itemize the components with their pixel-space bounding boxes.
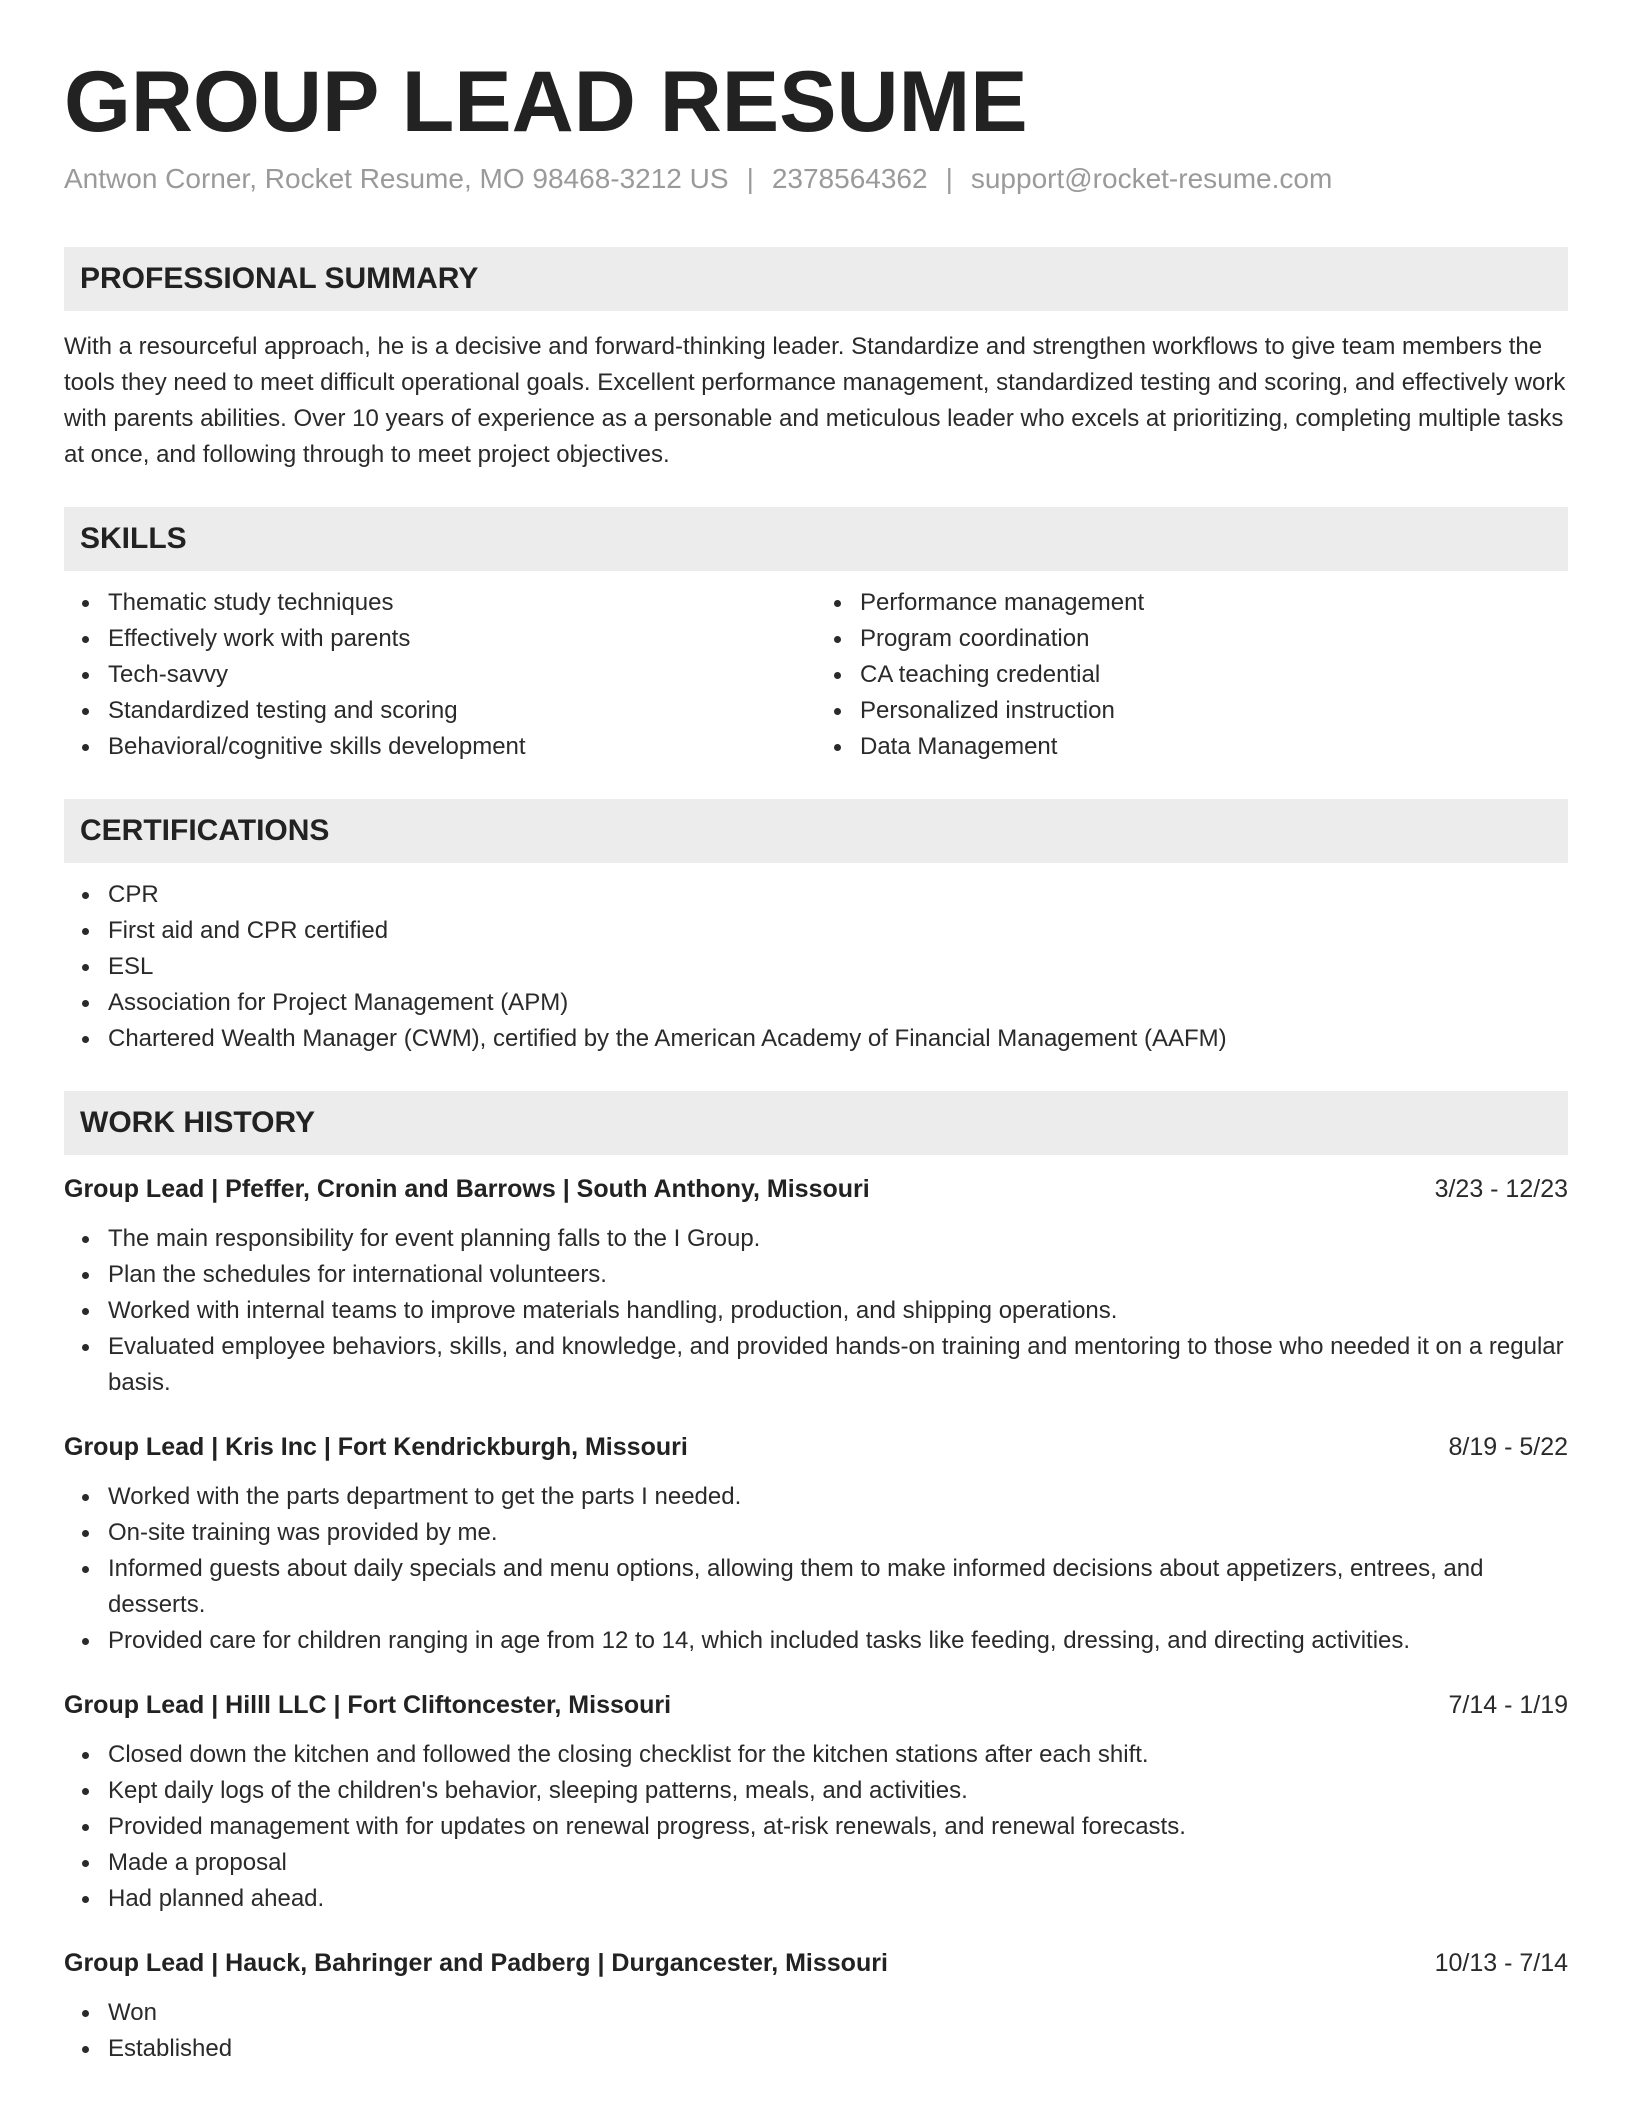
certification-item: First aid and CPR certified	[108, 913, 1568, 949]
job-bullet: Plan the schedules for international volunteers.	[108, 1257, 1568, 1293]
resume-title: GROUP LEAD RESUME	[64, 54, 1028, 150]
job-dates: 8/19 - 5/22	[1448, 1432, 1568, 1461]
certification-item: Association for Project Management (APM)	[108, 985, 1568, 1021]
job-entry	[64, 1171, 1568, 1401]
skill-item: Effectively work with parents	[108, 621, 816, 657]
contact-separator: |	[945, 162, 953, 194]
job-bullet: Provided management with for updates on renewal progress, at-risk renewals, and renewal forecasts.	[108, 1809, 1568, 1845]
skill-item: Tech-savvy	[108, 657, 816, 693]
certifications-list	[64, 877, 1568, 1057]
section-heading-skills: SKILLS	[64, 507, 1568, 571]
skills-list-left	[64, 585, 816, 765]
job-bullets	[64, 1221, 1568, 1401]
skills-list-right	[816, 585, 1568, 765]
section-heading-summary: PROFESSIONAL SUMMARY	[64, 247, 1568, 311]
job-bullets	[64, 1479, 1568, 1659]
section-heading-certifications: CERTIFICATIONS	[64, 799, 1568, 863]
skill-item: Personalized instruction	[860, 693, 1568, 729]
job-dates: 10/13 - 7/14	[1434, 1948, 1568, 1977]
job-bullet: Provided care for children ranging in age from 12 to 14, which included tasks like feeding, dressing, and directing activities.	[108, 1623, 1568, 1659]
job-entry	[64, 1687, 1568, 1917]
contact-separator: |	[746, 162, 754, 194]
contact-address: Antwon Corner, Rocket Resume, MO 98468-3212 US	[64, 162, 729, 194]
job-bullet: Closed down the kitchen and followed the closing checklist for the kitchen stations after each shift.	[108, 1737, 1568, 1773]
contact-email[interactable]: support@rocket-resume.com	[970, 162, 1333, 194]
skill-item: Behavioral/cognitive skills development	[108, 729, 816, 765]
job-bullet: Evaluated employee behaviors, skills, and knowledge, and provided hands-on training and mentoring to those who needed it on a regular basis.	[108, 1329, 1568, 1401]
job-bullet: The main responsibility for event planning falls to the I Group.	[108, 1221, 1568, 1257]
skill-item: Standardized testing and scoring	[108, 693, 816, 729]
contact-line	[64, 163, 1568, 195]
summary-text: With a resourceful approach, he is a decisive and forward-thinking leader. Standardize and strengthen workflows to give team members the tools they need to meet difficult operational goals. Excellent performance management, standardized testing and scoring, and effectively work with parents abilities. Over 10 years of experience as a personable and meticulous leader who excels at prioritizing, completing multiple tasks at once, and following through to meet project objectives.	[64, 332, 1566, 468]
job-bullet: Worked with internal teams to improve materials handling, production, and shipping operations.	[108, 1293, 1568, 1329]
job-bullet: Had planned ahead.	[108, 1881, 1568, 1917]
skill-item: Data Management	[860, 729, 1568, 765]
job-title: Group Lead | Kris Inc | Fort Kendrickburgh, Missouri	[64, 1432, 688, 1461]
certification-item: CPR	[108, 877, 1568, 913]
section-heading-work-history: WORK HISTORY	[64, 1091, 1568, 1155]
job-bullet: On-site training was provided by me.	[108, 1515, 1568, 1551]
job-title: Group Lead | Pfeffer, Cronin and Barrows | South Anthony, Missouri	[64, 1174, 870, 1203]
job-bullet: Won	[108, 1995, 1568, 2031]
job-dates: 3/23 - 12/23	[1434, 1174, 1568, 1203]
certification-item: Chartered Wealth Manager (CWM), certified by the American Academy of Financial Management (AAFM)	[108, 1021, 1568, 1057]
job-bullet: Made a proposal	[108, 1845, 1568, 1881]
job-bullet: Established	[108, 2031, 1568, 2067]
job-bullets	[64, 1995, 1568, 2067]
job-bullet: Kept daily logs of the children's behavior, sleeping patterns, meals, and activities.	[108, 1773, 1568, 1809]
job-header	[64, 1429, 1568, 1465]
job-header	[64, 1945, 1568, 1981]
job-title: Group Lead | Hilll LLC | Fort Cliftoncester, Missouri	[64, 1690, 672, 1719]
job-entry	[64, 1429, 1568, 1659]
skill-item: Thematic study techniques	[108, 585, 816, 621]
job-bullet: Informed guests about daily specials and menu options, allowing them to make informed decisions about appetizers, entrees, and desserts.	[108, 1551, 1568, 1623]
skill-item: CA teaching credential	[860, 657, 1568, 693]
job-bullet: Worked with the parts department to get the parts I needed.	[108, 1479, 1568, 1515]
certification-item: ESL	[108, 949, 1568, 985]
job-dates: 7/14 - 1/19	[1448, 1690, 1568, 1719]
job-header	[64, 1171, 1568, 1207]
job-bullets	[64, 1737, 1568, 1917]
skill-item: Program coordination	[860, 621, 1568, 657]
skill-item: Performance management	[860, 585, 1568, 621]
skills-grid	[64, 571, 1568, 765]
job-header	[64, 1687, 1568, 1723]
job-title: Group Lead | Hauck, Bahringer and Padberg | Durgancester, Missouri	[64, 1948, 888, 1977]
contact-phone: 2378564362	[771, 162, 928, 194]
job-entry	[64, 1945, 1568, 2067]
